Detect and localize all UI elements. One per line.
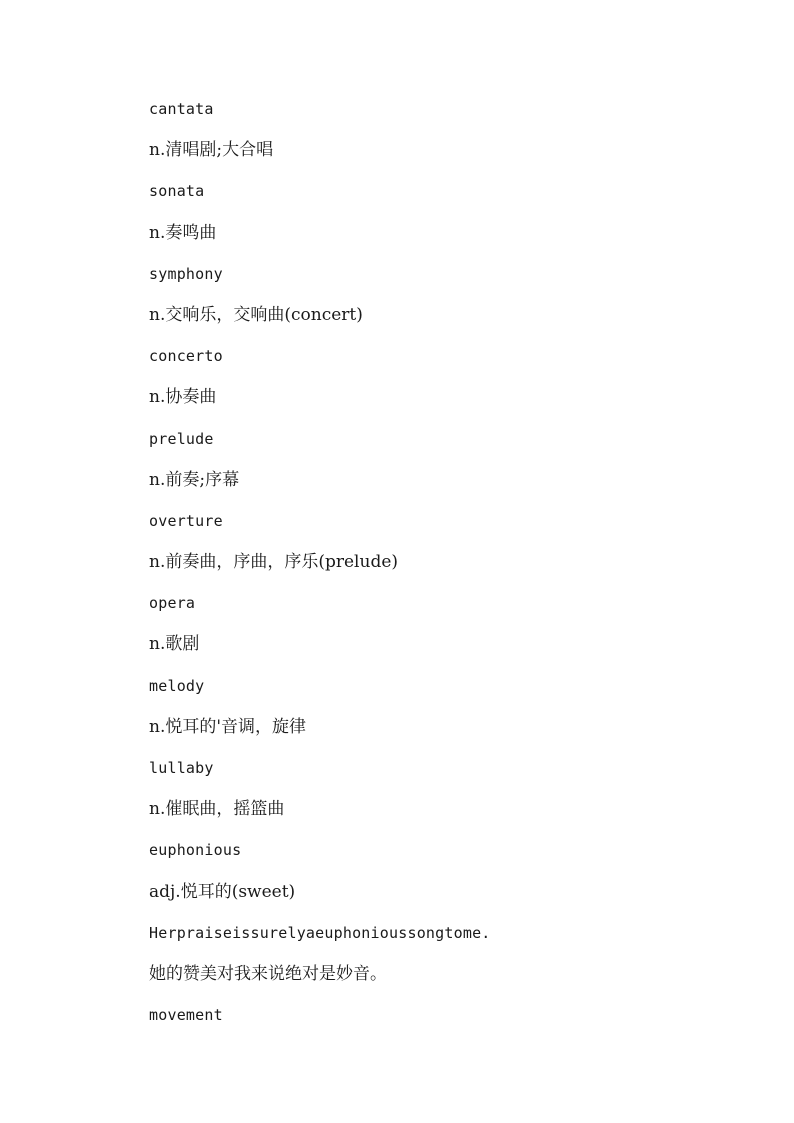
vocab-term: opera xyxy=(149,594,196,613)
vocabulary-list xyxy=(149,96,749,1043)
vocab-term: movement xyxy=(149,1006,223,1025)
vocab-definition: n.歌剧 xyxy=(149,634,200,655)
vocab-term: euphonious xyxy=(149,841,242,860)
vocab-term: sonata xyxy=(149,182,205,201)
vocab-term: prelude xyxy=(149,429,214,448)
vocab-definition: n.协奏曲 xyxy=(149,387,217,408)
vocab-definition: adj.悦耳的(sweet) xyxy=(149,881,296,902)
vocab-definition: n.悦耳的'音调，旋律 xyxy=(149,716,307,737)
vocab-definition: n.催眠曲，摇篮曲 xyxy=(149,799,285,820)
vocab-definition: n.交响乐，交响曲(concert) xyxy=(149,304,363,325)
vocab-definition: n.前奏曲，序曲，序乐(prelude) xyxy=(149,552,399,573)
vocab-term: lullaby xyxy=(149,759,214,777)
example-sentence-english: Herpraiseissurelyaeuphonioussongtome. xyxy=(149,923,491,942)
vocab-term: symphony xyxy=(149,264,223,283)
vocab-definition: n.清唱剧;大合唱 xyxy=(149,140,274,161)
example-sentence-chinese: 她的赞美对我来说绝对是妙音。 xyxy=(149,963,387,984)
vocab-definition: n.奏鸣曲 xyxy=(149,222,217,243)
vocab-term: overture xyxy=(149,511,223,530)
vocab-definition: n.前奏;序幕 xyxy=(149,469,240,490)
vocab-term: cantata xyxy=(149,100,214,118)
vocab-term: melody xyxy=(149,676,205,695)
vocab-term: concerto xyxy=(149,347,223,366)
